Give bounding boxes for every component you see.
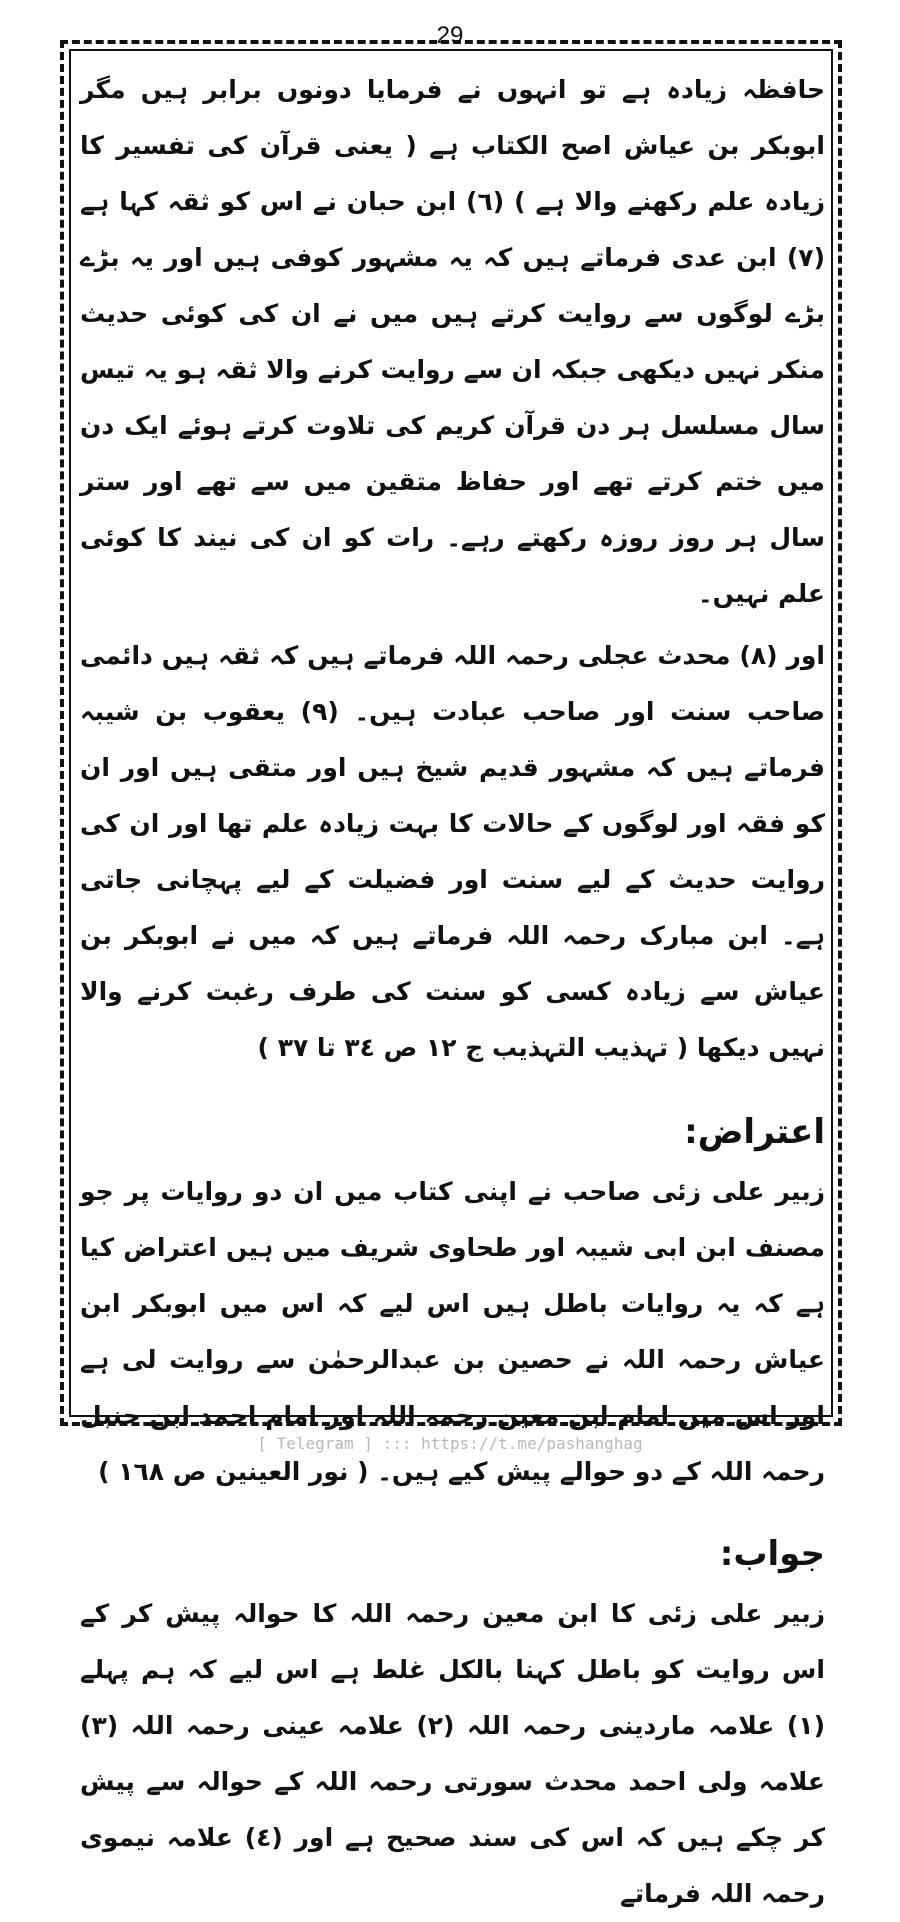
page-number: 29 — [436, 22, 464, 49]
page-content — [80, 62, 825, 1922]
narrator-biography-paragraph: حافظہ زیادہ ہے تو انہوں نے فرمایا دونوں برابر ہیں مگر ابوبکر بن عیاش اصح الکتاب ہے ( یعنی قرآن کی تفسیر کا زیادہ علم رکھنے والا ہے ) (٦) ابن حبان نے اس کو ثقہ کہا ہے (٧) ابن عدی فرماتے ہیں کہ یہ مشہور کوفی ہیں اور یہ بڑے بڑے لوگوں سے روایت کرتے ہیں میں نے ان کی کوئی حدیث منکر نہیں دیکھی جبکہ ان سے روایت کرنے والا ثقہ ہو یہ تیس سال مسلسل ہر دن قرآن کریم کی تلاوت کرتے ہوئے ایک دن میں ختم کرتے تھے اور حفاظ متقین میں سے تھے اور ستر سال ہر روز روزہ رکھتے رہے۔ رات کو ان کی نیند کا کوئی علم نہیں۔ — [80, 75, 825, 608]
objection-paragraph: زبیر علی زئی صاحب نے اپنی کتاب میں ان دو روایات پر جو مصنف ابن ابی شیبہ اور طحاوی شریف میں ہیں اعتراض کیا ہے کہ یہ روایات باطل ہیں اس لیے کہ اس میں ابوبکر ابن عیاش رحمہ اللہ نے حصین بن عبدالرحمٰن سے روایت لی ہے اور اس میں امام ابن معین رحمہ اللہ اور امام احمد ابن حنبل رحمہ اللہ کے دو حوالے پیش کیے ہیں۔ ( نور العینین ص ١٦٨ ) — [80, 1177, 825, 1486]
answer-paragraph: زبیر علی زئی کا ابن معین رحمہ اللہ کا حوالہ پیش کر کے اس روایت کو باطل کہنا بالکل غلط ہے اس لیے کہ ہم پہلے (١) علامہ ماردینی رحمہ اللہ (٢) علامہ عینی رحمہ اللہ (٣) علامہ ولی احمد محدث سورتی رحمہ اللہ کے حوالہ سے پیش کر چکے ہیں کہ اس کی سند صحیح ہے اور (٤) علامہ نیموی رحمہ اللہ فرماتے — [80, 1599, 825, 1908]
scholar-opinions-paragraph: اور (٨) محدث عجلی رحمہ اللہ فرماتے ہیں کہ ثقہ ہیں دائمی صاحب سنت اور صاحب عبادت ہیں۔ (٩) یعقوب بن شیبہ فرماتے ہیں کہ مشہور قدیم شیخ ہیں اور متقی ہیں اور ان کو فقہ اور لوگوں کے حالات کا بہت زیادہ علم تھا اور ان کی روایت حدیث کے لیے سنت اور فضیلت کے لیے پہچانی جاتی ہے۔ ابن مبارک رحمہ اللہ فرماتے ہیں کہ میں نے ابوبکر بن عیاش سے زیادہ کسی کو سنت کی طرف رغبت کرنے والا نہیں دیکھا ( تہذیب التہذیب ج ١٢ ص ٣٤ تا ٣٧ ) — [80, 641, 825, 1062]
answer-heading: جواب: — [719, 1534, 825, 1574]
objection-heading: اعتراض: — [684, 1112, 825, 1152]
source-watermark: [ Telegram ] ::: https://t.me/pashanghag — [257, 1434, 643, 1453]
